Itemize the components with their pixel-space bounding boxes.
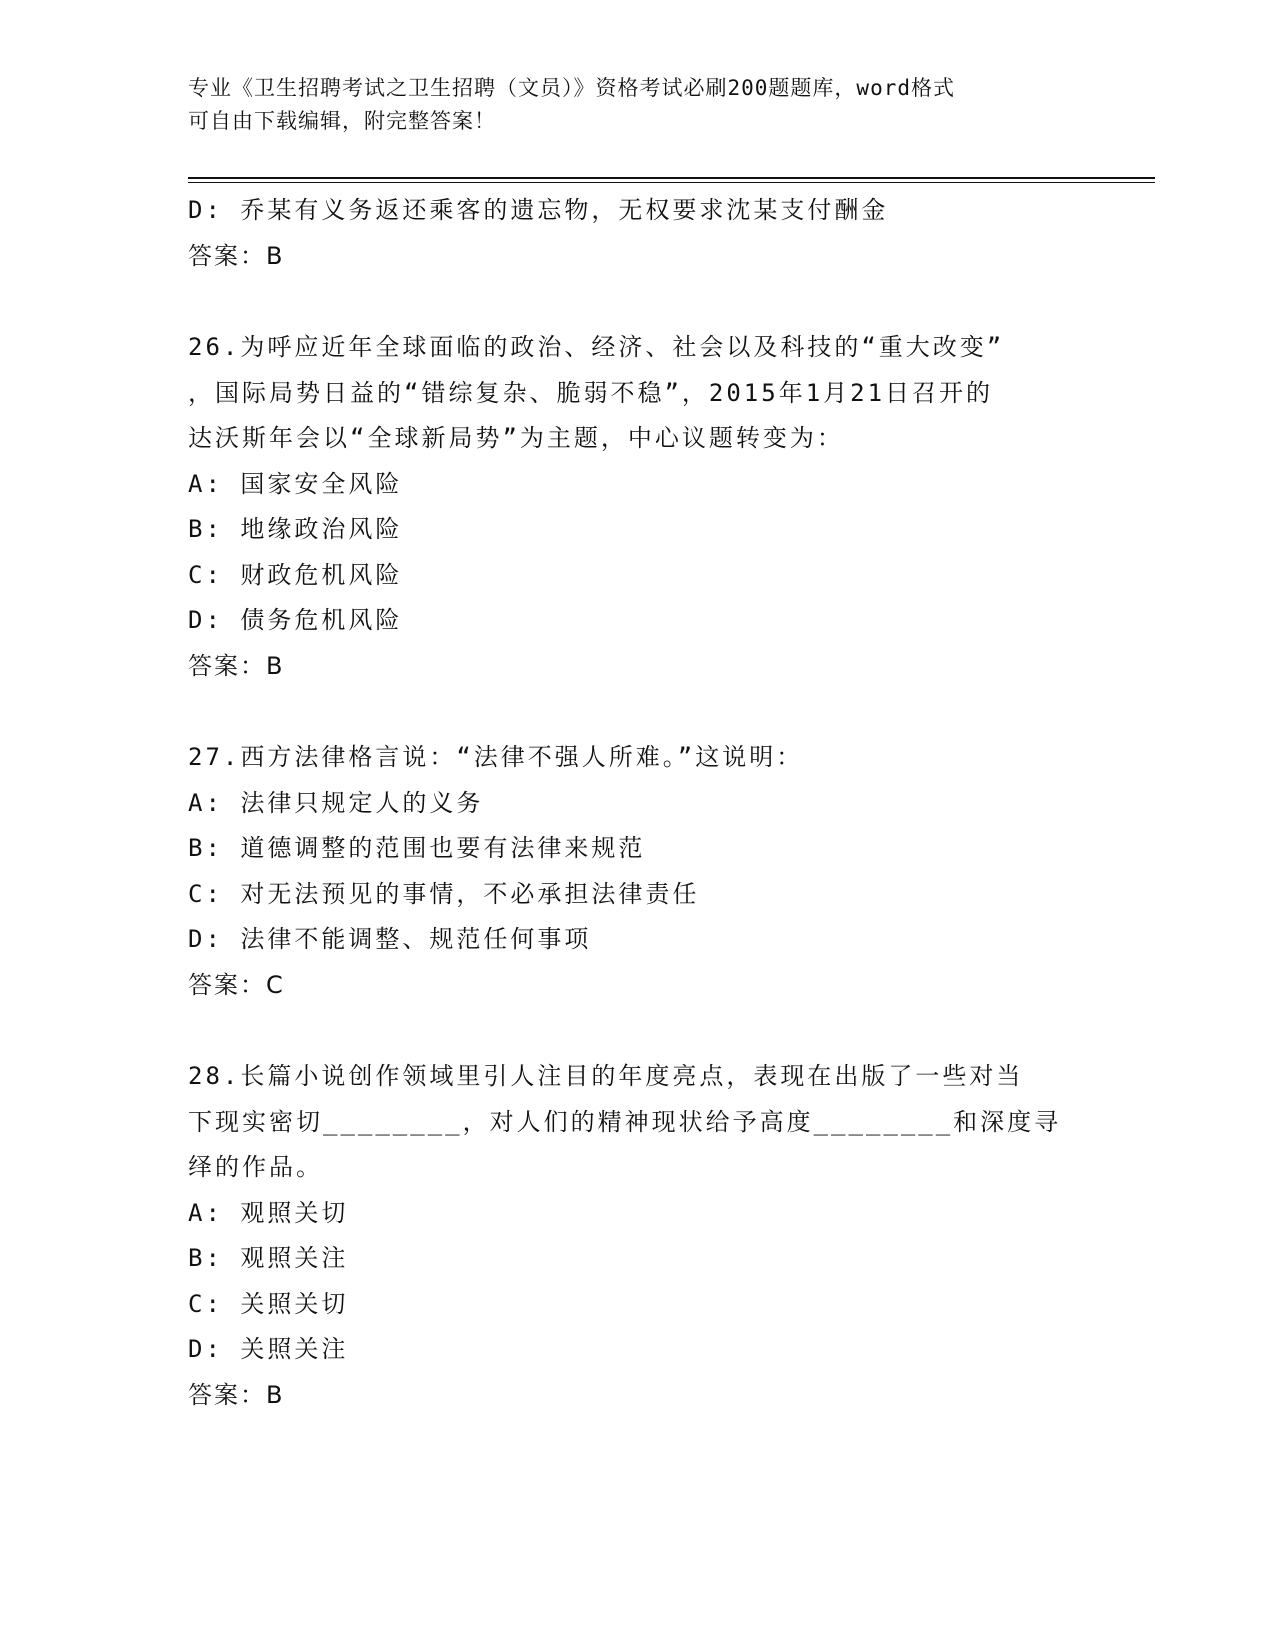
question-stem-line: 达沃斯年会以“全球新局势”为主题，中心议题转变为： [188,424,844,452]
option-b: B: 道德调整的范围也要有法律来规范 [188,834,646,862]
option-d: D: 关照关注 [188,1335,349,1363]
answer: 答案：B [188,241,285,270]
answer: 答案：B [188,1380,285,1409]
option-a: A: 法律只规定人的义务 [188,788,484,817]
header-divider-thin [188,182,1155,183]
question-stem-line: 绎的作品。 [188,1153,323,1181]
option-d: D: 债务危机风险 [188,606,403,634]
answer: 答案：B [188,651,285,680]
option-b: B: 地缘政治风险 [188,515,403,543]
question-stem-line: 下现实密切________，对人们的精神现状给予高度________和深度寻 [188,1107,1062,1136]
spacer [188,279,1088,325]
option-d: D: 乔某有义务返还乘客的遗忘物，无权要求沈某支付酬金 [188,196,889,224]
question-stem-line: ，国际局势日益的“错综复杂、脆弱不稳”，2015年1月21日召开的 [188,378,994,407]
question-list [188,188,1088,1418]
question-27 [188,735,1088,1008]
option-a: A: 观照关切 [188,1198,349,1227]
option-d: D: 法律不能调整、规范任何事项 [188,925,592,953]
question-26 [188,325,1088,689]
option-c: C: 财政危机风险 [188,560,403,589]
question-stem-line: 27.西方法律格言说：“法律不强人所难。”这说明： [188,743,804,771]
header-title-line-2: 可自由下载编辑，附完整答案！ [188,109,496,133]
option-b: B: 观照关注 [188,1244,349,1272]
previous-question-tail [188,188,1088,279]
header-divider-thick [188,177,1155,179]
page-header [188,72,1068,138]
spacer [188,689,1088,735]
option-c: C: 对无法预见的事情，不必承担法律责任 [188,879,700,908]
option-a: A: 国家安全风险 [188,469,403,498]
option-c: C: 关照关切 [188,1289,349,1318]
spacer [188,1008,1088,1054]
question-stem-line: 26.为呼应近年全球面临的政治、经济、社会以及科技的“重大改变” [188,333,1005,361]
question-28 [188,1054,1088,1418]
question-stem-line: 28.长篇小说创作领域里引人注目的年度亮点，表现在出版了一些对当 [188,1062,1024,1090]
header-title-line-1: 专业《卫生招聘考试之卫生招聘（文员）》资格考试必刷200题题库，word格式 [188,76,955,100]
answer: 答案：C [188,970,285,999]
